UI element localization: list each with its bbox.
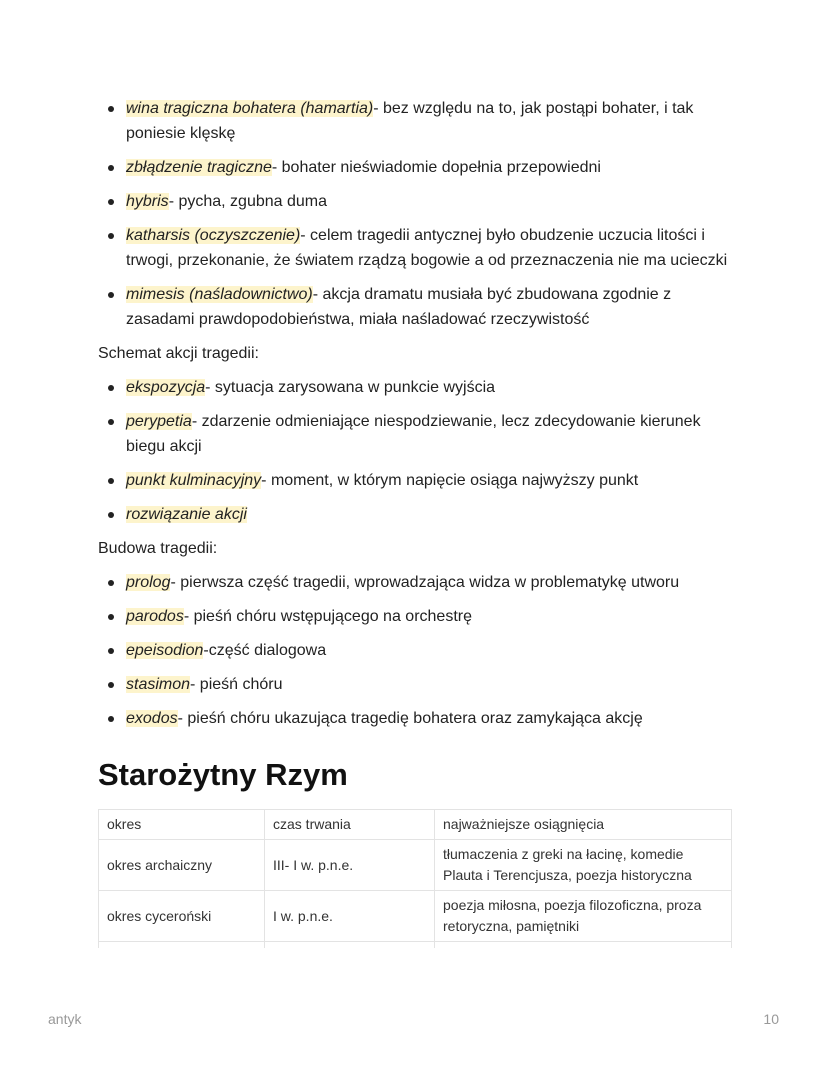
- term-highlight: rozwiązanie akcji: [126, 506, 247, 523]
- table-cell: okres archaiczny: [99, 840, 265, 891]
- table-header-cell: okres: [99, 810, 265, 840]
- page-number: 10: [763, 1011, 779, 1027]
- term-description: - pierwsza część tragedii, wprowadzająca widza w problematykę utworu: [170, 574, 680, 591]
- list-item: [98, 223, 738, 273]
- table-header-row: [99, 810, 732, 840]
- list-item: [98, 155, 738, 180]
- tragedy-terms-list: [98, 96, 738, 332]
- term-highlight: prolog: [126, 574, 171, 591]
- term-highlight: mimesis (naśladownictwo): [126, 286, 313, 303]
- term-description: - moment, w którym napięcie osiąga najwyższy punkt: [261, 472, 639, 489]
- list-item: [98, 672, 738, 697]
- term-highlight: ekspozycja: [126, 379, 206, 396]
- term-description: - celem tragedii antycznej było obudzenie uczucia litości i trwogi, przekonanie, że światem rządzą bogowie a od przeznaczenia nie ma ucieczki: [126, 227, 728, 269]
- term-description: - bohater nieświadomie dopełnia przepowiedni: [271, 159, 601, 176]
- term-description: - pieśń chóru wstępującego na orchestrę: [183, 608, 472, 625]
- list-item: [98, 570, 738, 595]
- term-description: - pieśń chóru ukazująca tragedię bohatera oraz zamykająca akcję: [177, 710, 643, 727]
- list-item: [98, 468, 738, 493]
- budowa-heading: Budowa tragedii:: [98, 540, 218, 557]
- term-description: -część dialogowa: [203, 642, 327, 659]
- table-cell: [435, 942, 732, 949]
- term-description: - sytuacja zarysowana w punkcie wyjścia: [205, 379, 496, 396]
- term-highlight: parodos: [126, 608, 184, 625]
- table-row: [99, 891, 732, 942]
- footer-chapter: antyk: [48, 1011, 82, 1027]
- table-row-continued: [99, 942, 732, 949]
- term-highlight: epeisodion: [126, 642, 204, 659]
- plot-scheme-list: [98, 375, 738, 527]
- term-highlight: wina tragiczna bohatera (hamartia): [126, 100, 374, 117]
- term-description: - bez względu na to, jak postąpi bohater, i tak poniesie klęskę: [126, 100, 694, 142]
- table-cell: tłumaczenia z greki na łacinę, komedie Plauta i Terencjusza, poezja historyczna: [435, 840, 732, 891]
- list-item: [98, 604, 738, 629]
- tragedy-structure-list: [98, 570, 738, 731]
- table-row: [99, 840, 732, 891]
- list-item: [98, 96, 738, 146]
- table-cell: poezja miłosna, poezja filozoficzna, proza retoryczna, pamiętniki: [435, 891, 732, 942]
- rome-periods-table: [98, 809, 732, 948]
- term-description: - zdarzenie odmieniające niespodziewanie, lecz zdecydowanie kierunek biegu akcji: [126, 413, 701, 455]
- term-highlight: punkt kulminacyjny: [126, 472, 262, 489]
- list-item: [98, 189, 738, 214]
- list-item: [98, 638, 738, 663]
- table-header-cell: czas trwania: [265, 810, 435, 840]
- table-header-cell: najważniejsze osiągnięcia: [435, 810, 732, 840]
- list-item: [98, 706, 738, 731]
- term-highlight: zbłądzenie tragiczne: [126, 159, 272, 176]
- table-cell: III- I w. p.n.e.: [265, 840, 435, 891]
- term-description: - pycha, zgubna duma: [168, 193, 328, 210]
- term-description: - pieśń chóru: [190, 676, 283, 693]
- table-cell: okres cyceroński: [99, 891, 265, 942]
- term-description: - akcja dramatu musiała być zbudowana zgodnie z zasadami prawdopodobieństwa, miała naśladować rzeczywistość: [126, 286, 672, 328]
- list-item: [98, 502, 738, 527]
- document-body: [98, 96, 738, 948]
- table-cell: [265, 942, 435, 949]
- list-item: [98, 375, 738, 400]
- term-highlight: perypetia: [126, 413, 192, 430]
- term-highlight: exodos: [126, 710, 178, 727]
- section-title: Starożytny Rzym: [98, 757, 348, 792]
- table-cell: I w. p.n.e.: [265, 891, 435, 942]
- term-highlight: katharsis (oczyszczenie): [126, 227, 301, 244]
- schemat-heading: Schemat akcji tragedii:: [98, 345, 259, 362]
- table-cell: [99, 942, 265, 949]
- list-item: [98, 282, 738, 332]
- list-item: [98, 409, 738, 459]
- term-highlight: stasimon: [126, 676, 191, 693]
- term-highlight: hybris: [126, 193, 169, 210]
